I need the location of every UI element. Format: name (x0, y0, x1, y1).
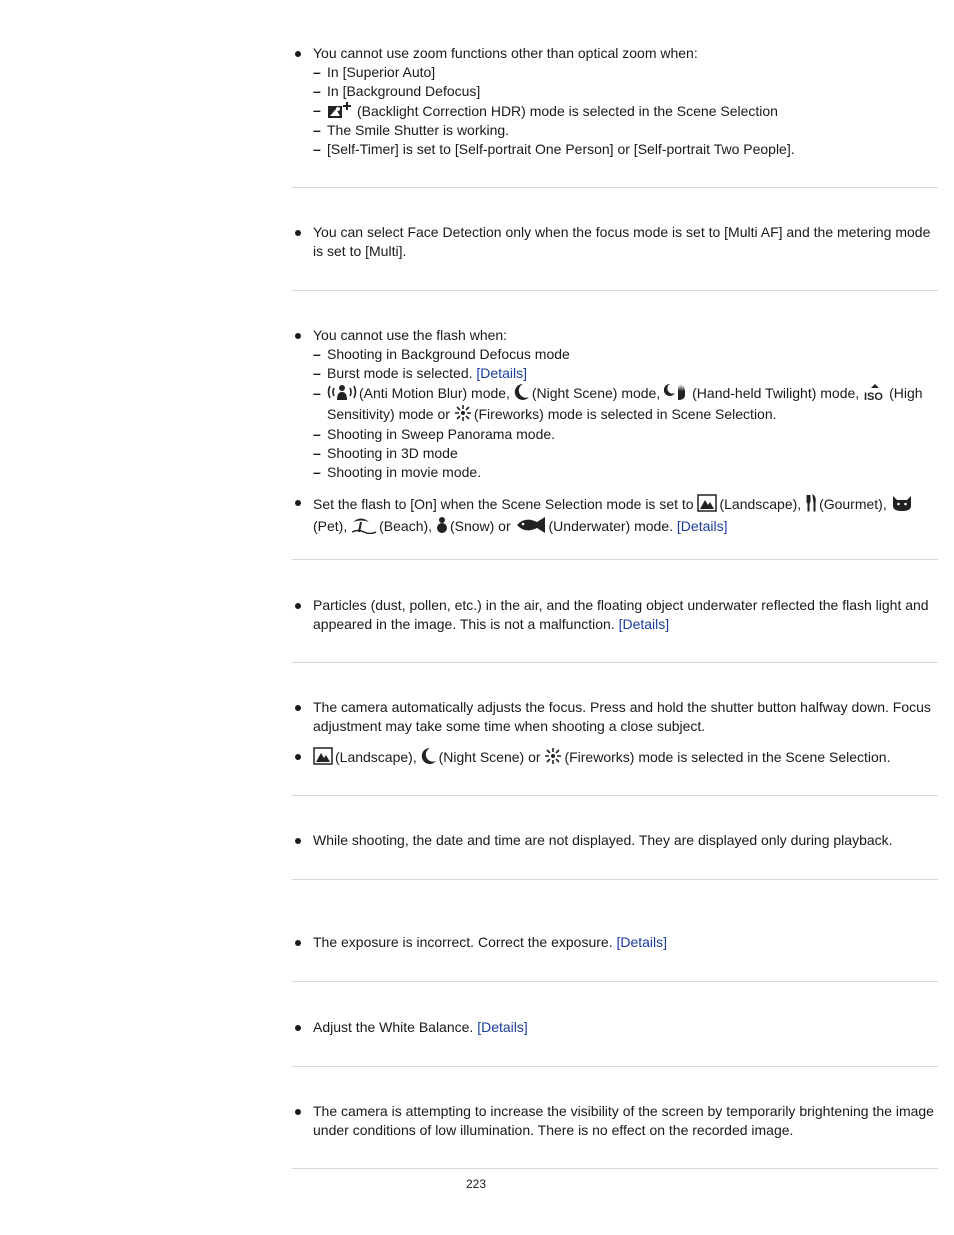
text: Adjust the White Balance. (313, 1019, 474, 1035)
focus-scene-text (292, 747, 938, 767)
divider (292, 290, 938, 291)
text: (Gourmet), (819, 496, 887, 512)
snow-icon (436, 516, 448, 534)
fireworks-icon (544, 747, 562, 765)
details-link[interactable]: [Details] (676, 518, 728, 534)
divider (292, 1066, 938, 1067)
text: (Beach), (379, 518, 433, 534)
list-item (313, 364, 938, 383)
list-item-text: Burst mode is selected. (327, 365, 473, 381)
night-scene-icon (421, 747, 437, 765)
focus-text: The camera automatically adjusts the focus. Press and hold the shutter button halfway down. Focus adjustment may take some time when shooting a close subject. (292, 698, 938, 736)
high-sensitivity-icon (863, 383, 887, 401)
divider (292, 1168, 938, 1169)
divider (292, 879, 938, 880)
list-item-text: (Night Scene) mode, (531, 385, 661, 401)
screen-section (292, 1102, 938, 1140)
backlight-hdr-icon (327, 101, 355, 119)
details-link[interactable]: [Details] (616, 934, 668, 950)
divider (292, 187, 938, 188)
divider (292, 559, 938, 560)
beach-icon (351, 516, 377, 534)
list-item (313, 383, 938, 425)
divider (292, 981, 938, 982)
text: (Underwater) mode. (548, 518, 674, 534)
text: (Fireworks) mode is selected in the Scene Selection. (564, 749, 891, 765)
list-item: – [Self-Timer] is set to [Self-portrait One Person] or [Self-portrait Two People]. (313, 140, 938, 159)
list-item-text: (High Sensitivity) mode or (327, 385, 923, 422)
exposure-text (292, 933, 938, 952)
list-item: – Shooting in Sweep Panorama mode. (313, 425, 938, 444)
list-item: – In [Background Defocus] (313, 82, 938, 101)
list-item-text: (Hand-held Twilight) mode, (692, 385, 860, 401)
divider (292, 795, 938, 796)
screen-text: The camera is attempting to increase the visibility of the screen by temporarily brightening the image under conditions of low illumination. There is no effect on the recorded image. (292, 1102, 938, 1140)
page-number: 223 (466, 1177, 487, 1191)
list-item: – Shooting in Background Defocus mode (313, 345, 938, 364)
text: Particles (dust, pollen, etc.) in the air, and the floating object underwater reflected the flash light and appeared in the image. This is not a malfunction. (313, 597, 929, 632)
gourmet-icon (805, 494, 817, 512)
list-item: – Shooting in 3D mode (313, 444, 938, 463)
face-text: You can select Face Detection only when the focus mode is set to [Multi AF] and the metering mode is set to [Multi]. (292, 223, 938, 261)
landscape-icon (313, 747, 333, 765)
text: (Pet), (313, 518, 348, 534)
underwater-icon (515, 516, 547, 534)
list-item-text: (Anti Motion Blur) mode, (359, 385, 510, 401)
focus-section (292, 698, 938, 767)
list-item-text: (Fireworks) mode is selected in Scene Selection. (473, 406, 777, 422)
text: (Landscape), (719, 496, 802, 512)
pet-icon (891, 494, 913, 512)
details-link[interactable]: [Details] (477, 1019, 528, 1035)
anti-motion-blur-icon (327, 383, 357, 401)
zoom-conditions (292, 63, 938, 159)
zoom-section (292, 44, 938, 159)
white-balance-section (292, 1018, 938, 1037)
text: The exposure is incorrect. Correct the exposure. (313, 934, 613, 950)
text: Set the flash to [On] when the Scene Selection mode is set to (313, 496, 694, 512)
landscape-icon (697, 494, 717, 512)
fireworks-icon (454, 404, 472, 422)
text: (Night Scene) or (438, 749, 541, 765)
night-scene-icon (514, 383, 530, 401)
flash-conditions (292, 345, 938, 482)
face-section (292, 223, 938, 261)
date-text: While shooting, the date and time are not displayed. They are displayed only during playback. (292, 831, 938, 850)
list-item (313, 101, 938, 121)
zoom-intro: You cannot use zoom functions other than optical zoom when: (292, 44, 938, 63)
particles-text (292, 596, 938, 634)
list-item-text: (Backlight Correction HDR) mode is selected in the Scene Selection (357, 103, 778, 119)
flash-set-on (292, 493, 938, 537)
divider (292, 662, 938, 663)
list-item: – In [Superior Auto] (313, 63, 938, 82)
date-section (292, 831, 938, 850)
text: (Landscape), (335, 749, 417, 765)
list-item: – Shooting in movie mode. (313, 463, 938, 482)
svg-text:ISO: ISO (864, 391, 884, 401)
details-link[interactable]: [Details] (618, 616, 670, 632)
exposure-section (292, 933, 938, 952)
flash-section (292, 326, 938, 537)
hand-held-twilight-icon (664, 383, 690, 401)
text: (Snow) or (449, 518, 511, 534)
list-item: – The Smile Shutter is working. (313, 121, 938, 140)
details-link[interactable]: [Details] (476, 365, 527, 381)
particles-section (292, 596, 938, 634)
flash-intro: You cannot use the flash when: (292, 326, 938, 345)
wb-text (292, 1018, 938, 1037)
